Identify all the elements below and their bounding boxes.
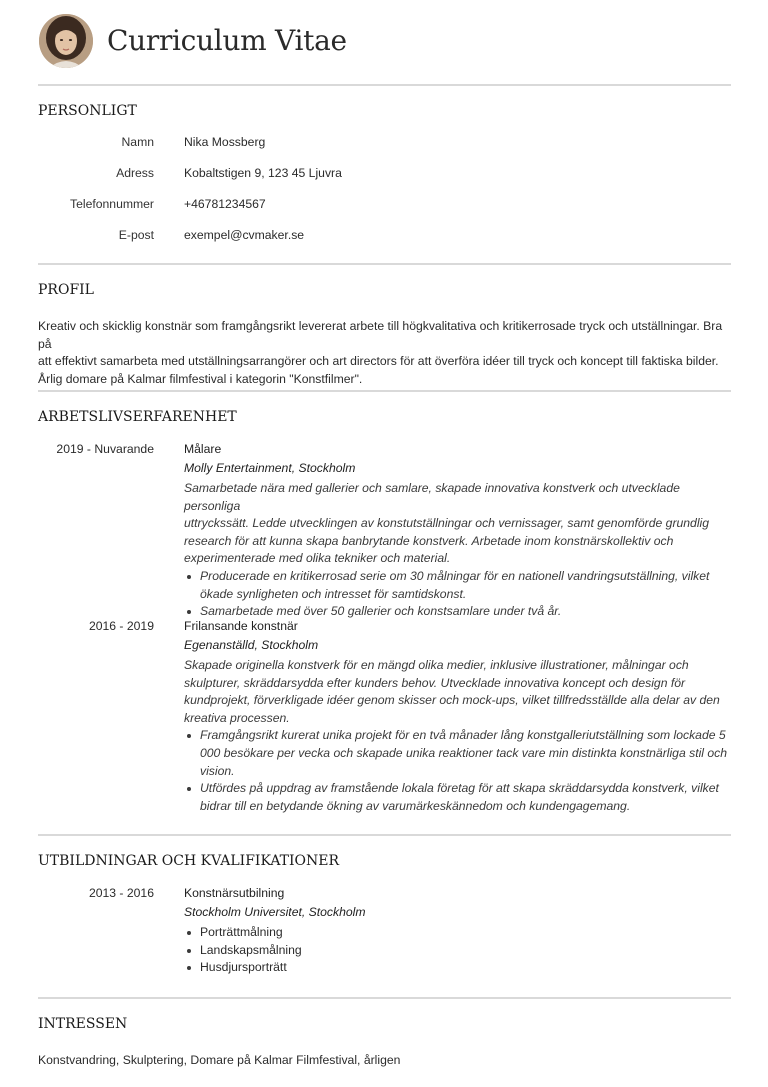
- field-value: Nika Mossberg: [184, 135, 266, 149]
- entry-body: [184, 440, 728, 621]
- entry-role: Frilansande konstnär: [184, 619, 298, 633]
- entry-date: 2016 - 2019: [88, 619, 154, 633]
- list-item-line: Framgångsrikt kurerat unika projekt för en två månader lång konstgalleriutställning som lockade 5: [200, 728, 726, 743]
- description-line: kreativa processen.: [184, 710, 290, 725]
- divider: [38, 263, 731, 265]
- divider: [38, 834, 731, 836]
- section-title-education: UTBILDNINGAR OCH KVALIFIKATIONER: [38, 853, 340, 869]
- profile-line: Årlig domare på Kalmar filmfestival i kategorin "Konstfilmer".: [38, 371, 363, 386]
- entry-description: [184, 657, 728, 727]
- section-title-personal: PERSONLIGT: [38, 103, 137, 119]
- list-item-line: Utfördes på uppdrag av framstående lokala företag för att skapa skräddarsydda konstverk, vilket: [200, 781, 719, 796]
- field-value: Kobaltstigen 9, 123 45 Ljuvra: [184, 166, 342, 180]
- profile-text: [38, 318, 731, 388]
- cv-page: [38, 0, 731, 1067]
- list-item: [200, 727, 728, 780]
- field-value: exempel@cvmaker.se: [184, 228, 305, 242]
- list-item-line: Samarbetade med över 50 gallerier och konstsamlare under två år.: [200, 604, 562, 619]
- entry-date: 2013 - 2016: [88, 886, 154, 900]
- list-item: Husdjursporträtt: [200, 959, 728, 977]
- profile-line: Kreativ och skicklig konstnär som framgångsrikt levererat arbete till högkvalitativa och kritikerrosade tryck och utställningar. Bra på: [38, 319, 723, 351]
- list-item: Porträttmålning: [200, 924, 728, 942]
- entry-role: Målare: [184, 442, 222, 456]
- list-item-line: bidrar till en betydande ökning av varumärkeskännedom och kundengagemang.: [200, 798, 631, 813]
- description-line: kundprojekt, förverkligade idéer genom skisser och mock-ups, vilket tillfredsställde alla delar av den: [184, 693, 720, 708]
- section-title-work: ARBETSLIVSERFARENHET: [38, 409, 237, 425]
- entry-description: [184, 480, 728, 568]
- divider: [38, 390, 731, 392]
- page-title: Curriculum Vitae: [107, 24, 347, 57]
- cv-header: [38, 0, 731, 84]
- field-label: Adress: [116, 166, 154, 180]
- field-value: +46781234567: [184, 197, 266, 211]
- description-line: research för att kunna skapa banbrytande konstverk. Arbetade inom konstnärskollektiv och: [184, 533, 674, 548]
- skill-list: [184, 924, 728, 977]
- list-item-line: ökade synligheten och intresset för samtidskonst.: [200, 586, 467, 601]
- entry-date: 2019 - Nuvarande: [56, 442, 154, 456]
- list-item: [200, 568, 728, 603]
- achievement-list: [184, 568, 728, 621]
- entry-role: Konstnärsutbilning: [184, 886, 285, 900]
- divider: [38, 84, 731, 86]
- list-item-line: vision.: [200, 763, 235, 778]
- achievement-list: [184, 727, 728, 815]
- field-label: Telefonnummer: [70, 197, 154, 211]
- divider: [38, 997, 731, 999]
- entry-body: [184, 884, 728, 977]
- list-item: [200, 780, 728, 815]
- profile-line: att effektivt samarbeta med utställningsarrangörer och art directors för att överföra idéer till tryck och koncept till faktiska bilder.: [38, 354, 719, 369]
- description-line: skulpturer, skräddarsydda efter kunders behov. Utvecklade innovativa koncept och design för: [184, 675, 686, 690]
- description-line: experimenterade med olika tekniker och material.: [184, 551, 451, 566]
- entry-organization: Egenanställd, Stockholm: [184, 638, 319, 652]
- list-item-line: Producerade en kritikerrosad serie om 30 målningar för en nationell vandringsutställning, vilket: [200, 568, 710, 583]
- entry-body: [184, 617, 728, 815]
- entry-organization: Stockholm Universitet, Stockholm: [184, 905, 366, 919]
- section-title-profile: PROFIL: [38, 282, 94, 298]
- section-title-interests: INTRESSEN: [38, 1016, 128, 1032]
- avatar: [39, 14, 93, 68]
- interests-text: Konstvandring, Skulptering, Domare på Kalmar Filmfestival, årligen: [38, 1053, 401, 1067]
- description-line: uttryckssätt. Ledde utvecklingen av konstutställningar och vernissager, samt genomförde grundlig: [184, 516, 710, 531]
- description-line: Samarbetade nära med gallerier och samlare, skapade innovativa konstverk och utvecklade personliga: [184, 481, 680, 513]
- list-item: Landskapsmålning: [200, 942, 728, 960]
- field-label: Namn: [121, 135, 154, 149]
- field-label: E-post: [118, 228, 154, 242]
- list-item-line: 000 besökare per vecka och skapade unika reaktioner tack vare min distinkta konstnärliga stil och: [200, 745, 728, 760]
- entry-organization: Molly Entertainment, Stockholm: [184, 461, 356, 475]
- description-line: Skapade originella konstverk för en mängd olika medier, inklusive illustrationer, målningar och: [184, 658, 689, 672]
- profile-photo-icon: [39, 14, 93, 68]
